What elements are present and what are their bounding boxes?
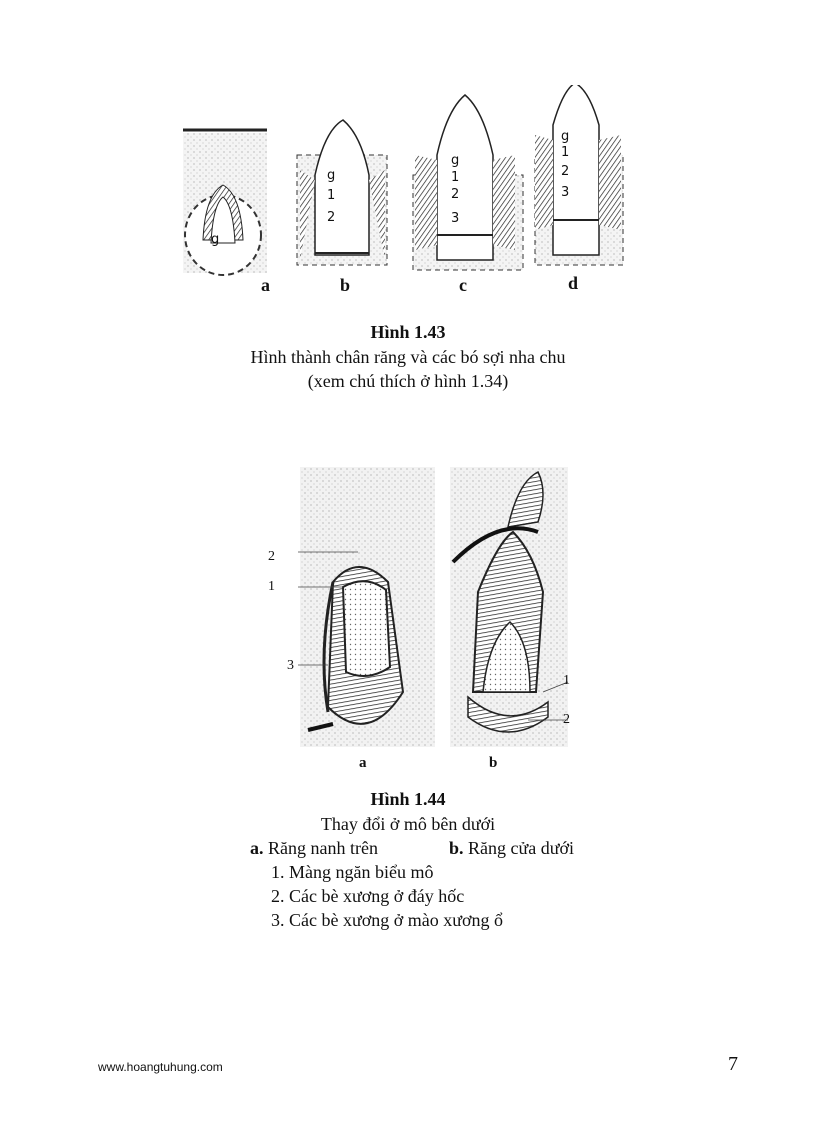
fig143-panel-label-c: c [459,275,467,295]
panel-a-label-g: g [211,232,220,247]
figure-1-44 [298,462,578,752]
fig144a-callout-2: 2 [268,549,275,564]
panel-b-label-1: 1 [327,188,336,203]
figure-1-43 [175,85,625,305]
fig144-subtitle: Thay đổi ở mô bên dưới [320,814,496,834]
panel-b-label-g: g [327,168,336,183]
fig144b-callout-1: 1 [563,673,570,688]
panel-c-label-g: g [451,153,460,168]
fig143-panel-label-a: a [261,275,270,295]
fig144b-callout-2: 2 [563,712,570,727]
fig144-title: Hình 1.44 [370,789,446,809]
panel-c-drawing [413,95,523,270]
panel-c-label-3: 3 [451,211,460,226]
fig144-item-1: 1. Màng ngăn biểu mô [271,862,434,882]
legend-a-text: Răng nanh trên [263,838,378,858]
fig143-panel-label-b: b [340,275,351,295]
panel-b-drawing [297,120,387,265]
panel-b-label-2: 2 [327,210,336,225]
legend-b-text: Răng cửa dưới [463,838,575,858]
fig144a-callout-1: 1 [268,579,275,594]
legend-a-key: a. [250,838,264,858]
fig144-panel-b-drawing [450,467,568,747]
fig144-item-2: 2. Các bè xương ở đáy hốc [271,886,465,906]
panel-d-label-3: 3 [561,185,570,200]
page-number: 7 [728,1053,738,1075]
figure-1-44-drawing [298,462,578,752]
panel-d-label-1: 1 [561,145,570,160]
fig143-caption-line2: (xem chú thích ở hình 1.34) [307,371,509,391]
fig144-legend-b [449,838,574,859]
fig143-title: Hình 1.43 [370,322,446,342]
fig144-panel-label-a: a [359,755,367,771]
footer-website: www.hoangtuhung.com [98,1060,223,1074]
fig143-caption-line1: Hình thành chân răng và các bó sợi nha chu [250,347,566,367]
fig144-item-3: 3. Các bè xương ở mào xương ổ [271,910,504,930]
fig144a-callout-3: 3 [287,658,294,673]
figure-1-43-drawing [175,85,625,305]
legend-b-key: b. [449,838,464,858]
panel-c-label-1: 1 [451,170,460,185]
panel-d-drawing [535,85,623,265]
fig144-legend-a [250,838,378,859]
panel-c-label-2: 2 [451,187,460,202]
fig144-panel-label-b: b [489,755,498,771]
fig144-panel-a-drawing [298,467,435,747]
panel-d-label-2: 2 [561,164,570,179]
panel-d-label-g: g [561,129,570,144]
panel-a-drawing [183,130,267,275]
fig143-panel-label-d: d [568,273,579,293]
